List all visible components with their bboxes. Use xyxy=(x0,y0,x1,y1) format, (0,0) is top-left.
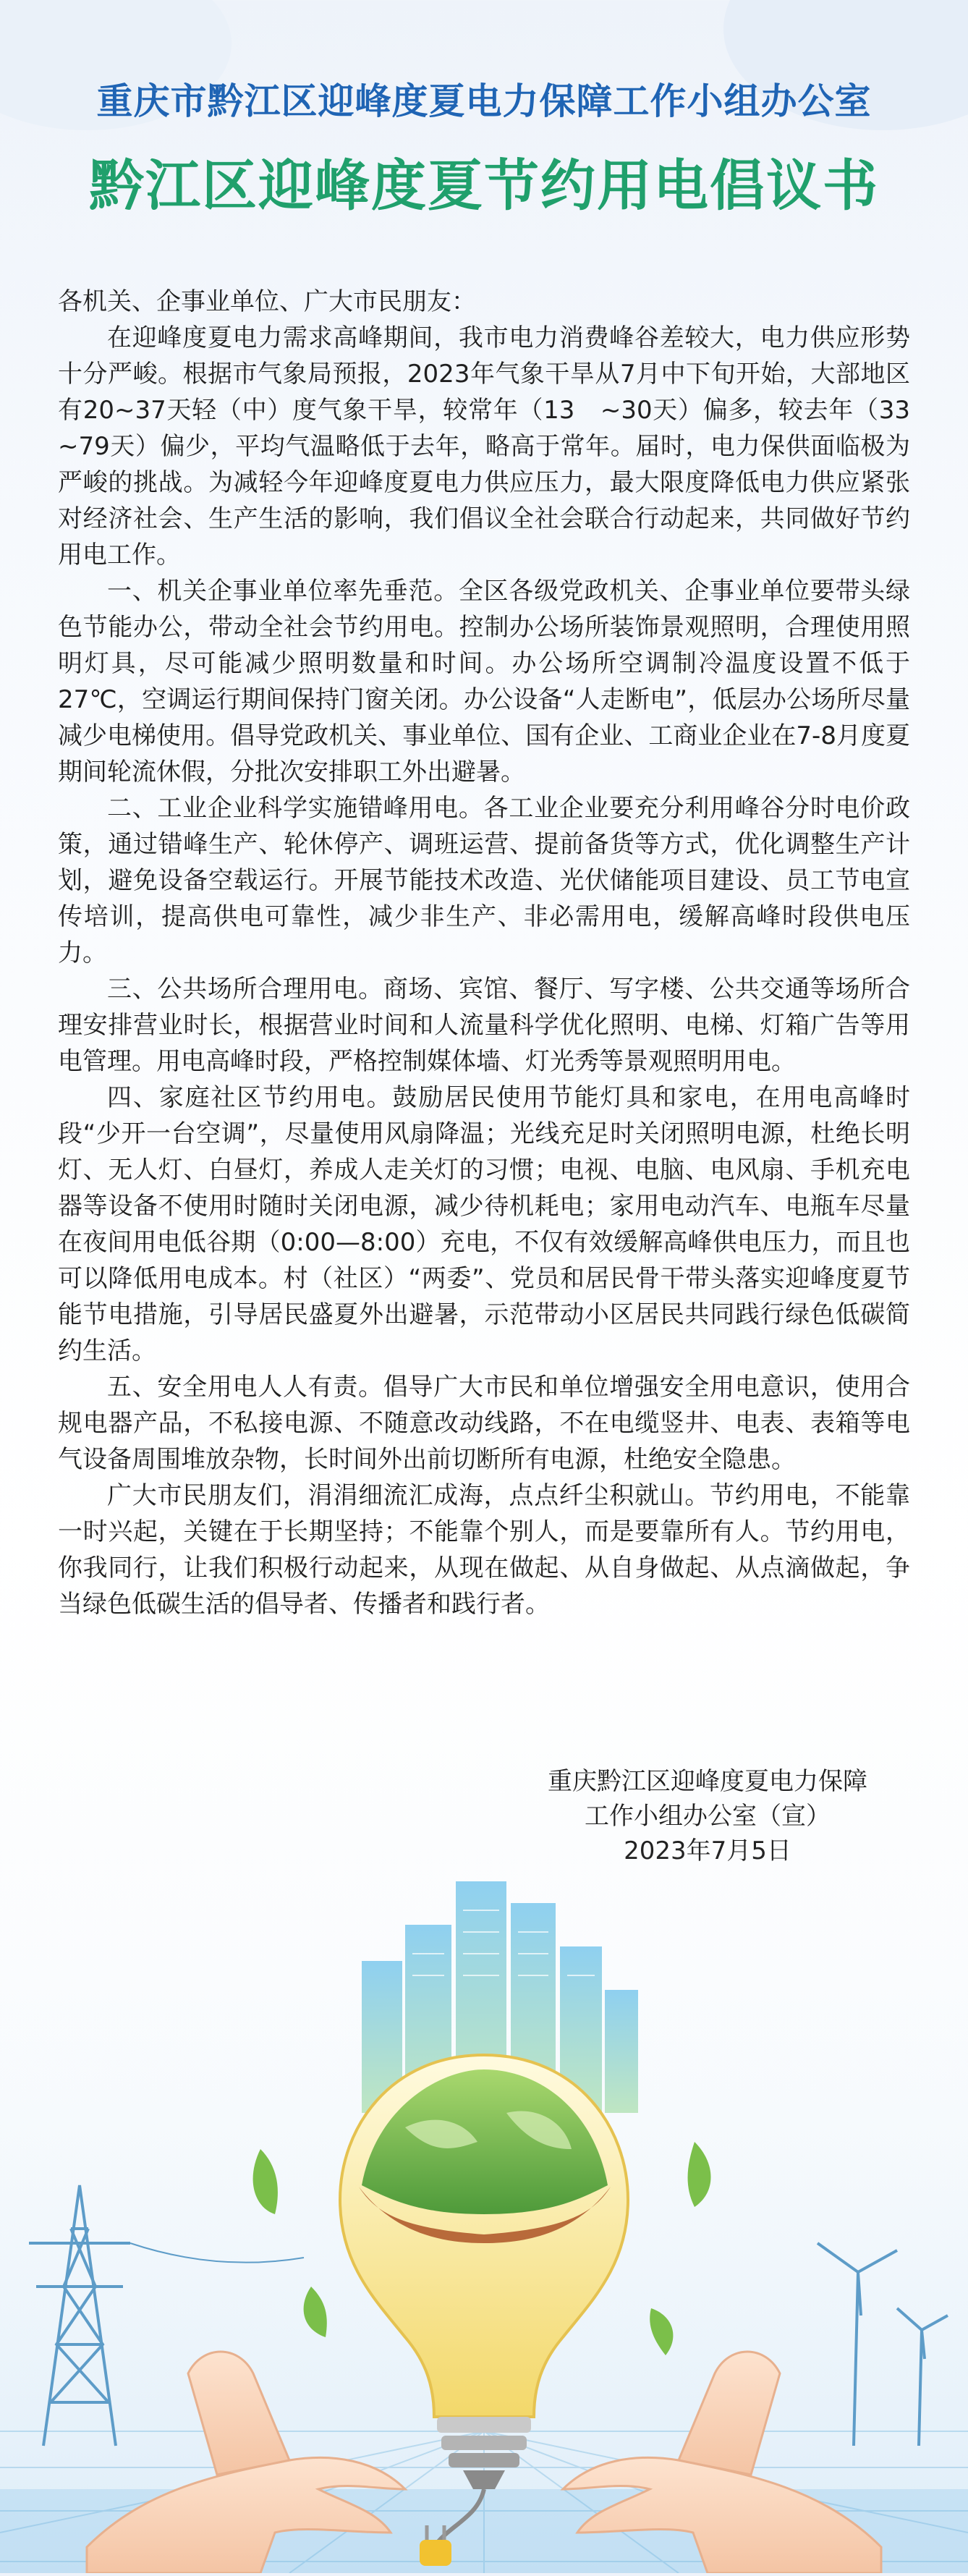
letter-body xyxy=(58,284,959,1622)
header-decoration xyxy=(0,0,968,260)
signature-org-line1: 重庆黔江区迎峰度夏电力保障 xyxy=(548,1767,867,1796)
org-title: 重庆市黔江区迎峰度夏电力保障工作小组办公室 xyxy=(96,80,872,122)
energy-saving-illustration xyxy=(0,1838,968,2573)
paragraph-intro: 在迎峰度夏电力需求高峰期间，我市电力消费峰谷差较大，电力供应形势十分严峻。根据市气象局预报，2023年气象干旱从7月中下旬开始，大部地区有20~37天轻（中）度气象干旱，较常年（13 ~30天）偏多，较去年（33 ~79天）偏少，平均气温略低于去年，略高于常年。届时，电力保供面临极为严峻的挑战。为减轻今年迎峰度夏电力供应压力，最大限度降低电力供应紧张对经济社会、生产生活的影响，我们倡议全社会联合行动起来，共同做好节约用电工作。 xyxy=(58,323,959,569)
paragraph-section-3: 三、公共场所合理用电。商场、宾馆、餐厅、写字楼、公共交通等场所合理安排营业时长，根据营业时间和人流量科学优化照明、电梯、灯箱广告等用电管理。用电高峰时段，严格控制媒体墙、灯光秀等景观照明用电。 xyxy=(58,975,910,1076)
paragraph-section-2: 二、工业企业科学实施错峰用电。各工业企业要充分利用峰谷分时电价政策，通过错峰生产、轮休停产、调班运营、提前备货等方式，优化调整生产计划，避免设备空载运行。开展节能技术改造、光伏储能项目建设、员工节电宣传培训，提高供电可靠性，减少非生产、非必需用电，缓解高峰时段供电压力。 xyxy=(58,794,910,967)
paragraph-section-1: 一、机关企事业单位率先垂范。全区各级党政机关、企事业单位要带头绿色节能办公，带动全社会节约用电。控制办公场所装饰景观照明，合理使用照明灯具，尽可能减少照明数量和时间。办公场所空调制冷温度设置不低于27℃，空调运行期间保持门窗关闭。办公设备“人走断电”，低层办公场所尽量减少电梯使用。倡导党政机关、事业单位、国有企业、工商业企业在7-8月度夏期间轮流休假，分批次安排职工外出避暑。 xyxy=(58,577,910,787)
paragraph-section-5: 五、安全用电人人有责。倡导广大市民和单位增强安全用电意识，使用合规电器产品，不私接电源、不随意改动线路，不在电缆竖井、电表、表箱等电气设备周围堆放杂物，长时间外出前切断所有电源，杜绝安全隐患。 xyxy=(58,1373,910,1474)
paragraph-section-4: 四、家庭社区节约用电。鼓励居民使用节能灯具和家电，在用电高峰时段“少开一台空调”，尽量使用风扇降温；光线充足时关闭照明电源，杜绝长明灯、无人灯、白昼灯，养成人走关灯的习惯；电视、电脑、电风扇、手机充电器等设备不使用时随时关闭电源，减少待机耗电；家用电动汽车、电瓶车尽量在夜间用电低谷期（0:00—8:00）充电，不仅有效缓解高峰供电压力，而且也可以降低用电成本。村（社区）“两委”、党员和居民骨干带头落实迎峰度夏节能节电措施，引导居民盛夏外出避暑，示范带动小区居民共同践行绿色低碳简约生活。 xyxy=(58,1083,910,1365)
salutation: 各机关、企事业单位、广大市民朋友： xyxy=(58,287,476,316)
paragraph-closing: 广大市民朋友们，涓涓细流汇成海，点点纤尘积就山。节约用电，不能靠一时兴起，关键在于长期坚持；不能靠个别人，而是要靠所有人。节约用电，你我同行，让我们积极行动起来，从现在做起、从自身做起、从点滴做起，争当绿色低碳生活的倡导者、传播者和践行者。 xyxy=(58,1481,910,1619)
signature-org-line2: 工作小组办公室（宣） xyxy=(585,1802,831,1831)
header-banner xyxy=(0,0,968,260)
page-title: 黔江区迎峰度夏节约用电倡议书 xyxy=(89,153,879,218)
